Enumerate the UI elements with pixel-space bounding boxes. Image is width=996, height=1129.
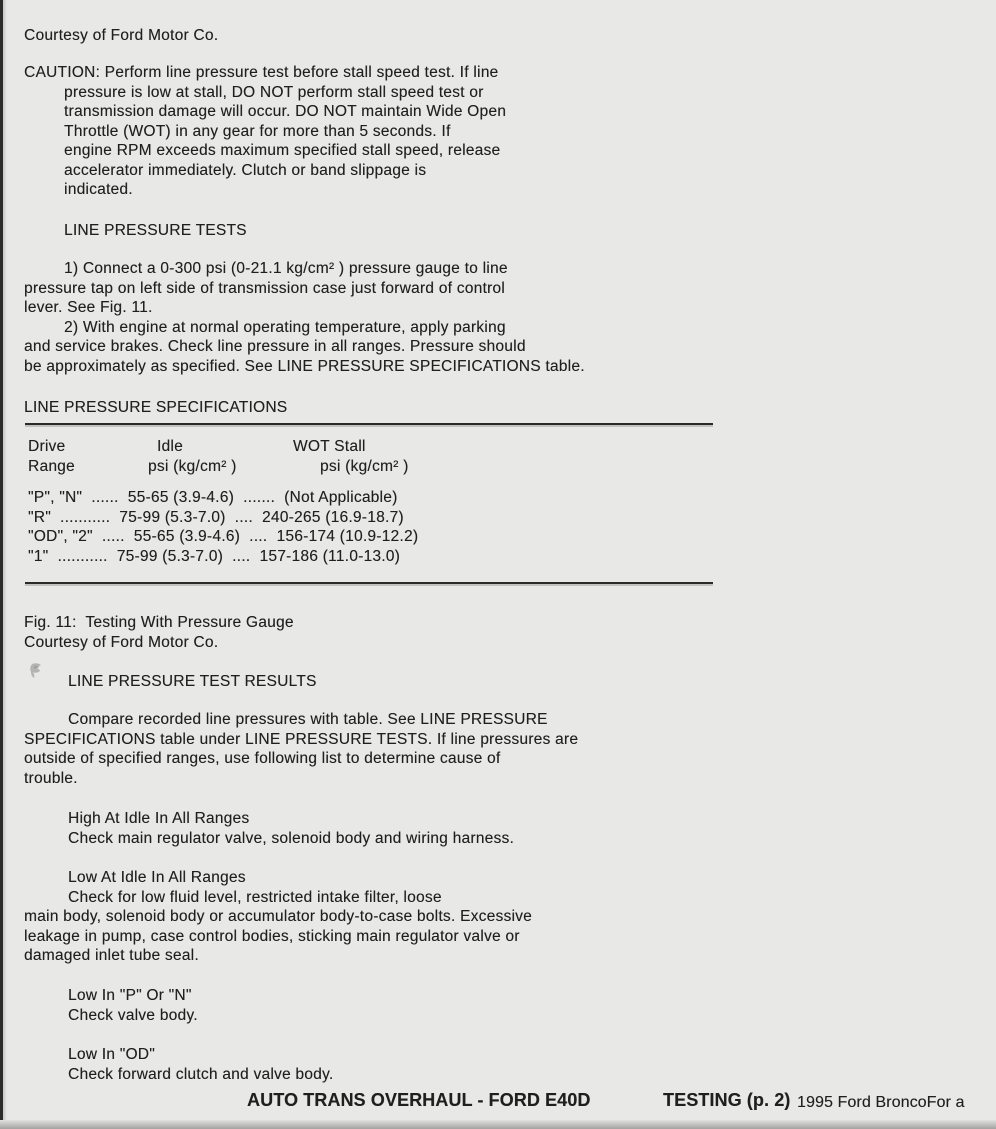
step-line: 2) With engine at normal operating temperature, apply parking xyxy=(64,318,506,336)
result-item-body: Check valve body. xyxy=(68,1006,198,1024)
smudge-mark xyxy=(28,662,45,681)
result-item-high-idle xyxy=(24,809,514,848)
line-pressure-tests-heading: LINE PRESSURE TESTS xyxy=(64,222,247,239)
courtesy-text: Courtesy of Ford Motor Co. xyxy=(24,27,219,44)
footer-manual-title: AUTO TRANS OVERHAUL - FORD E40D xyxy=(247,1090,591,1110)
caution-line: CAUTION: Perform line pressure test before stall speed test. If line xyxy=(24,64,499,81)
table-row: "OD", "2" ..... 55-65 (3.9-4.6) .... 156-174 (10.9-12.2) xyxy=(28,528,419,545)
step-line: pressure tap on left side of transmission case just forward of control xyxy=(24,279,505,297)
intro-line: Compare recorded line pressures with table. See LINE PRESSURE xyxy=(68,711,548,728)
figure-caption-title: Fig. 11: Testing With Pressure Gauge xyxy=(24,614,294,631)
result-item-title: Low In "OD" xyxy=(68,1046,155,1063)
result-item-body: Check forward clutch and valve body. xyxy=(68,1065,334,1083)
step-line: lever. See Fig. 11. xyxy=(24,299,153,316)
caution-line: pressure is low at stall, DO NOT perform stall speed test or xyxy=(64,83,484,101)
result-item-title: Low At Idle In All Ranges xyxy=(68,869,246,886)
result-item-body: Check for low fluid level, restricted intake filter, loose xyxy=(68,888,442,906)
result-item-title: Low In "P" Or "N" xyxy=(68,987,192,1004)
figure-caption xyxy=(24,613,294,652)
header-wot-unit: psi (kg/cm² ) xyxy=(320,458,409,475)
caution-paragraph xyxy=(24,63,506,200)
caution-line: indicated. xyxy=(64,181,133,198)
caution-line: transmission damage will occur. DO NOT maintain Wide Open xyxy=(64,103,507,120)
test-results-heading: LINE PRESSURE TEST RESULTS xyxy=(68,673,317,690)
result-item-title: High At Idle In All Ranges xyxy=(68,810,250,827)
header-drive: Drive xyxy=(28,438,66,455)
page-footer xyxy=(0,1091,996,1117)
courtesy-note-top xyxy=(24,26,218,46)
table-row: "P", "N" ...... 55-65 (3.9-4.6) ....... (Not Applicable) xyxy=(28,489,398,506)
intro-line: outside of specified ranges, use following list to determine cause of xyxy=(24,750,501,767)
result-item-body: main body, solenoid body or accumulator body-to-case bolts. Excessive xyxy=(24,908,533,925)
spec-table-heading: LINE PRESSURE SPECIFICATIONS xyxy=(24,399,288,416)
step-line: and service brakes. Check line pressure in all ranges. Pressure should xyxy=(24,338,526,355)
table-top-rule xyxy=(25,423,713,425)
result-item-body: Check main regulator valve, solenoid body and wiring harness. xyxy=(68,829,515,847)
table-row: "1" ........... 75-99 (5.3-7.0) .... 157-186 (11.0-13.0) xyxy=(28,547,401,565)
result-item-body: damaged inlet tube seal. xyxy=(24,947,199,964)
header-range: Range xyxy=(28,458,75,475)
step-line: be approximately as specified. See LINE PRESSURE SPECIFICATIONS table. xyxy=(24,357,585,375)
result-item-body: leakage in pump, case control bodies, sticking main regulator valve or xyxy=(24,927,520,945)
result-item-low-od xyxy=(24,1045,333,1084)
step-line: 1) Connect a 0-300 psi (0-21.1 kg/cm² ) pressure gauge to line xyxy=(64,260,508,277)
test-results-intro xyxy=(24,710,578,788)
table-bottom-rule xyxy=(25,582,713,584)
spec-table-rows xyxy=(28,488,418,566)
footer-vehicle: 1995 Ford BroncoFor a xyxy=(797,1094,965,1111)
caution-line: accelerator immediately. Clutch or band slippage is xyxy=(64,161,427,179)
header-idle-unit: psi (kg/cm² ) xyxy=(148,458,237,475)
result-item-low-idle xyxy=(24,868,532,966)
figure-caption-courtesy: Courtesy of Ford Motor Co. xyxy=(24,633,219,651)
table-row: "R" ........... 75-99 (5.3-7.0) .... 240-265 (16.9-18.7) xyxy=(28,508,404,526)
line-pressure-tests-steps xyxy=(24,259,585,376)
result-item-low-p-n xyxy=(24,986,198,1025)
intro-line: trouble. xyxy=(24,769,78,787)
caution-line: engine RPM exceeds maximum specified stall speed, release xyxy=(64,142,501,159)
spec-table-header xyxy=(0,437,760,479)
header-wot-stall: WOT Stall xyxy=(293,438,366,455)
header-idle: Idle xyxy=(157,438,183,455)
caution-line: Throttle (WOT) in any gear for more than 5 seconds. If xyxy=(64,122,451,140)
intro-line: SPECIFICATIONS table under LINE PRESSURE TESTS. If line pressures are xyxy=(24,730,579,748)
footer-section: TESTING (p. 2) xyxy=(663,1090,791,1110)
